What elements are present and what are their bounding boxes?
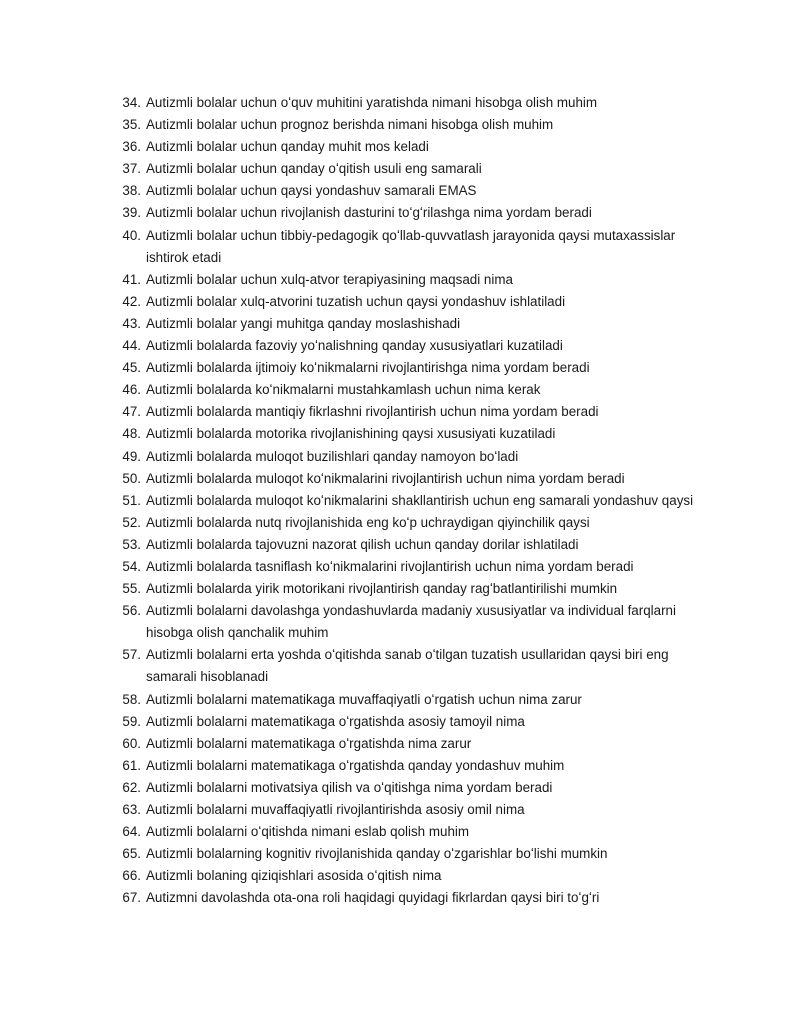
item-number: 41. [122, 271, 141, 287]
list-item [112, 468, 712, 490]
item-number: 59. [122, 713, 141, 729]
list-item [112, 689, 712, 711]
item-text: Autizmli bolalarda fazoviy yoʻnalishning qanday xususiyatlari kuzatiladi [146, 338, 563, 354]
item-number: 43. [122, 315, 141, 331]
item-number: 50. [122, 470, 141, 486]
list-item [112, 644, 712, 688]
item-text: Autizmni davolashda ota-ona roli haqidagi quyidagi fikrlardan qaysi biri toʻgʻri [146, 890, 600, 906]
item-number: 49. [122, 448, 141, 464]
list-item [112, 490, 712, 512]
list-item [112, 821, 712, 843]
item-number: 54. [122, 558, 141, 574]
item-number: 44. [122, 338, 141, 354]
item-text: Autizmli bolalar uchun prognoz berishda nimani hisobga olish muhim [146, 117, 554, 133]
item-text: Autizmli bolalarda tajovuzni nazorat qilish uchun qanday dorilar ishlatiladi [146, 536, 579, 552]
item-number: 62. [122, 779, 141, 795]
item-number: 46. [122, 382, 141, 398]
list-item [112, 202, 712, 224]
item-text: Autizmli bolalar uchun qanday muhit mos keladi [146, 139, 429, 155]
item-number: 57. [122, 647, 141, 663]
item-number: 45. [122, 360, 141, 376]
item-text: Autizmli bolalarning kognitiv rivojlanishida qanday oʻzgarishlar boʻlishi mumkin [146, 846, 608, 862]
list-item [112, 401, 712, 423]
list-item [112, 556, 712, 578]
item-number: 39. [122, 205, 141, 221]
item-text: Autizmli bolalarda motorika rivojlanishining qaysi xususiyati kuzatiladi [146, 426, 556, 442]
list-item [112, 423, 712, 445]
list-item [112, 225, 712, 269]
item-text: Autizmli bolalarda muloqot koʻnikmalarini rivojlantirish uchun nima yordam beradi [146, 470, 625, 486]
list-item [112, 512, 712, 534]
item-number: 38. [122, 183, 141, 199]
item-text: Autizmli bolalarni matematikaga muvaffaqiyatli oʻrgatish uchun nima zarur [146, 691, 582, 707]
item-number: 35. [122, 117, 141, 133]
item-number: 67. [122, 890, 141, 906]
item-number: 37. [122, 161, 141, 177]
item-text: Autizmli bolalarni matematikaga oʻrgatishda asosiy tamoyil nima [146, 713, 525, 729]
list-item [112, 600, 712, 644]
item-text: Autizmli bolalarda nutq rivojlanishida eng koʻp uchraydigan qiyinchilik qaysi [146, 514, 590, 530]
item-number: 53. [122, 536, 141, 552]
item-number: 40. [122, 227, 141, 243]
item-text: Autizmli bolalarda koʻnikmalarni mustahkamlash uchun nima kerak [146, 382, 541, 398]
item-text: Autizmli bolalar uchun xulq-atvor terapiyasining maqsadi nima [146, 271, 513, 287]
item-number: 65. [122, 846, 141, 862]
item-text: Autizmli bolalarni oʻqitishda nimani eslab qolish muhim [146, 824, 470, 840]
item-text: Autizmli bolalarda yirik motorikani rivojlantirish qanday ragʻbatlantirilishi mumkin [146, 581, 618, 597]
list-item [112, 865, 712, 887]
item-text: Autizmli bolalar uchun qaysi yondashuv samarali EMAS [146, 183, 477, 199]
item-number: 47. [122, 404, 141, 420]
list-item [112, 114, 712, 136]
item-number: 55. [122, 581, 141, 597]
question-list [112, 92, 712, 909]
item-number: 51. [122, 492, 141, 508]
item-text: Autizmli bolalar yangi muhitga qanday moslashishadi [146, 315, 461, 331]
item-text: Autizmli bolalarda tasniflash koʻnikmalarini rivojlantirish uchun nima yordam beradi [146, 558, 634, 574]
list-item [112, 755, 712, 777]
item-text: Autizmli bolalarni davolashga yondashuvlarda madaniy xususiyatlar va individual farqlarni hisobga olish qanchalik muhim [146, 603, 676, 641]
item-text: Autizmli bolalarni motivatsiya qilish va oʻqitishga nima yordam beradi [146, 779, 553, 795]
item-text: Autizmli bolalar uchun qanday oʻqitish usuli eng samarali [146, 161, 482, 177]
item-text: Autizmli bolalarni matematikaga oʻrgatishda qanday yondashuv muhim [146, 757, 565, 773]
list-item [112, 92, 712, 114]
list-item [112, 335, 712, 357]
item-text: Autizmli bolalar xulq-atvorini tuzatish uchun qaysi yondashuv ishlatiladi [146, 293, 566, 309]
item-text: Autizmli bolalarda muloqot koʻnikmalarini shakllantirish uchun eng samarali yondashuv qaysi [146, 492, 694, 508]
list-item [112, 446, 712, 468]
item-number: 52. [122, 514, 141, 530]
list-item [112, 887, 712, 909]
list-item [112, 733, 712, 755]
list-item [112, 180, 712, 202]
item-text: Autizmli bolalarni matematikaga oʻrgatishda nima zarur [146, 735, 472, 751]
item-number: 58. [122, 691, 141, 707]
item-number: 36. [122, 139, 141, 155]
list-item [112, 136, 712, 158]
list-item [112, 357, 712, 379]
item-text: Autizmli bolalar uchun rivojlanish dasturini toʻgʻrilashga nima yordam beradi [146, 205, 592, 221]
item-text: Autizmli bolalar uchun tibbiy-pedagogik qoʻllab-quvvatlash jarayonida qaysi mutaxassislar ishtirok etadi [146, 227, 676, 265]
item-text: Autizmli bolalarda muloqot buzilishlari qanday namoyon boʻladi [146, 448, 519, 464]
item-number: 66. [122, 868, 141, 884]
item-number: 60. [122, 735, 141, 751]
list-item [112, 711, 712, 733]
item-number: 63. [122, 802, 141, 817]
list-item [112, 313, 712, 335]
item-text: Autizmli bolalarda mantiqiy fikrlashni rivojlantirish uchun nima yordam beradi [146, 404, 599, 420]
item-text: Autizmli bolalarni muvaffaqiyatli rivojlantirishda asosiy omil nima [146, 802, 525, 817]
list-item [112, 777, 712, 799]
list-item [112, 534, 712, 556]
list-item [112, 578, 712, 600]
item-text: Autizmli bolalarni erta yoshda oʻqitishda sanab oʻtilgan tuzatish usullaridan qaysi biri eng samarali hisoblanadi [146, 647, 669, 685]
list-item [112, 158, 712, 180]
item-text: Autizmli bolalar uchun oʻquv muhitini yaratishda nimani hisobga olish muhim [146, 95, 598, 110]
list-item [112, 843, 712, 865]
item-number: 34. [122, 95, 141, 110]
item-text: Autizmli bolaning qiziqishlari asosida oʻqitish nima [146, 868, 442, 884]
item-number: 42. [122, 293, 141, 309]
list-item [112, 799, 712, 821]
item-number: 61. [122, 757, 141, 773]
list-item [112, 291, 712, 313]
item-number: 64. [122, 824, 141, 840]
item-number: 48. [122, 426, 141, 442]
list-item [112, 269, 712, 291]
item-text: Autizmli bolalarda ijtimoiy koʻnikmalarni rivojlantirishga nima yordam beradi [146, 360, 590, 376]
item-number: 56. [122, 603, 141, 619]
list-item [112, 379, 712, 401]
